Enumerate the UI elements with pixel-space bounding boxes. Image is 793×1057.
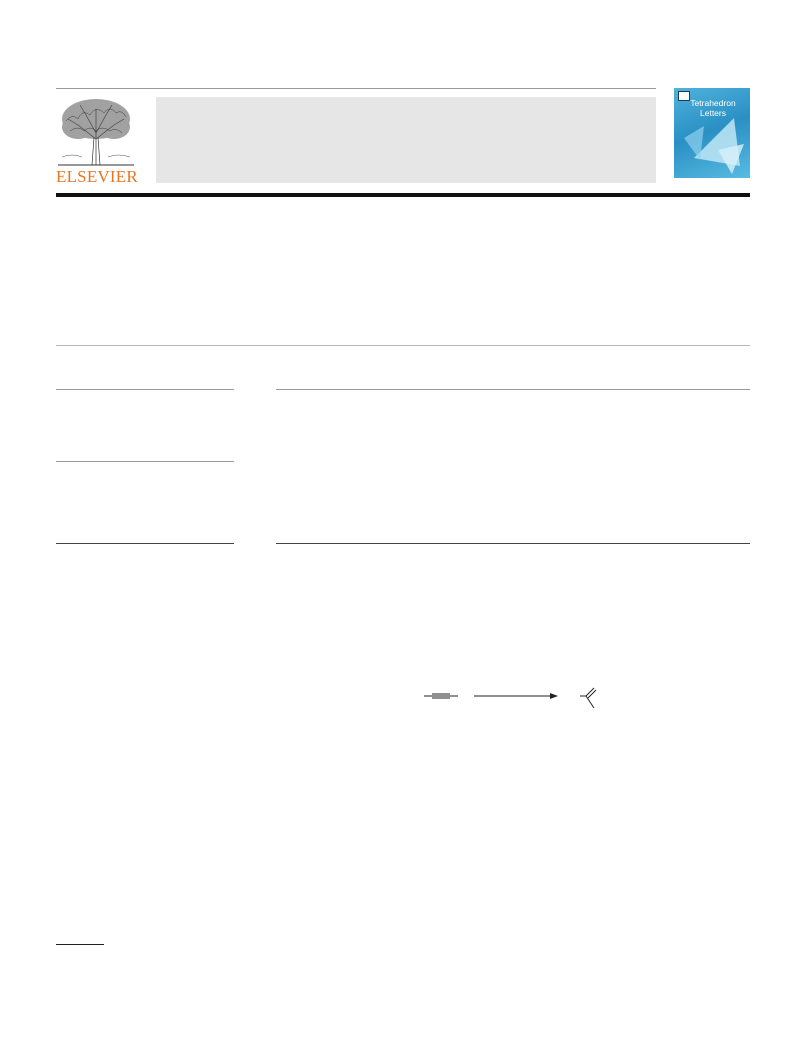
cover-title-line2: Letters xyxy=(700,108,726,118)
keywords-rule xyxy=(56,461,234,462)
article-section-rule xyxy=(56,345,750,346)
reaction-scheme xyxy=(418,684,608,714)
article-info-rule-top xyxy=(56,389,234,390)
article-info-rule-bottom xyxy=(56,543,234,544)
alkyne-structure-icon xyxy=(424,694,458,698)
abstract-rule-top xyxy=(276,389,750,390)
masthead-box xyxy=(156,97,656,183)
cover-title-line1: Tetrahedron xyxy=(690,98,736,108)
cover-art-icon xyxy=(674,88,750,184)
publisher-name: ELSEVIER xyxy=(56,167,138,186)
alkene-product-icon xyxy=(580,688,596,708)
abstract-rule-bottom xyxy=(276,543,750,544)
reaction-arrow-icon xyxy=(474,693,558,699)
header-top-rule xyxy=(56,88,656,89)
journal-cover xyxy=(674,88,750,184)
footnote-rule xyxy=(56,944,104,945)
header-thick-rule xyxy=(56,193,750,197)
tree-logo-icon xyxy=(56,95,136,167)
